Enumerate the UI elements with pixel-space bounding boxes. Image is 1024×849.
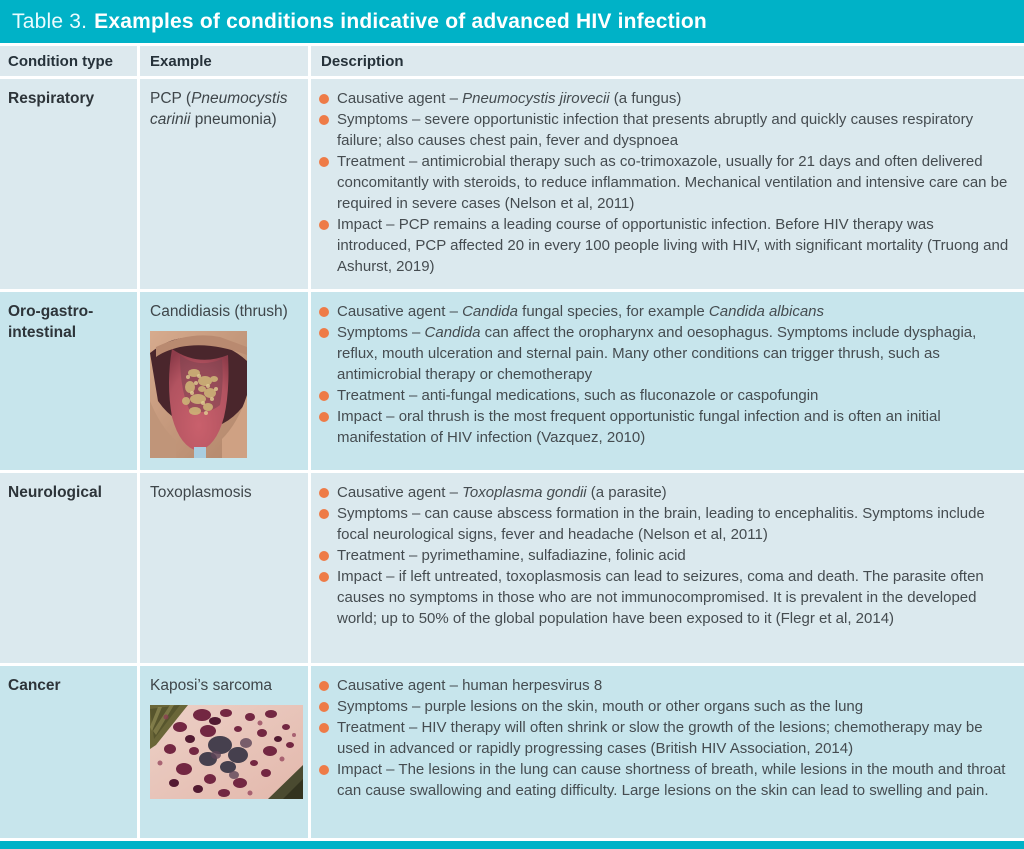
bullet-text: Symptoms – can cause abscess formation in the brain, leading to encephalitis. Symptoms include focal neurological signs, fever and headache (Nelson et al, 2011) xyxy=(337,504,985,543)
description-bullet xyxy=(319,482,1010,503)
bullet-icon xyxy=(319,551,329,561)
bullet-text: Causative agent – Toxoplasma gondii (a parasite) xyxy=(337,483,667,501)
table-row xyxy=(0,473,1024,663)
bullet-text: Symptoms – Candida can affect the oropharynx and oesophagus. Symptoms include dysphagia, reflux, mouth ulceration and sternal pain. Many other conditions can trigger thrush, such as antimicrobial therapy or chemotherapy xyxy=(337,324,977,383)
example-cell: Kaposi’s sarcoma xyxy=(140,666,308,838)
bullet-text: Impact – oral thrush is the most frequent opportunistic fungal infection and is often an initial manifestation of HIV infection (Vazquez, 2010) xyxy=(337,408,941,446)
bullet-list xyxy=(319,88,1010,277)
description-bullet xyxy=(319,109,1010,151)
bullet-text: Impact – if left untreated, toxoplasmosis can lead to seizures, coma and death. The parasite often causes no symptoms in those who are not immunocompromised. It is prevalent in the developed world; up to 50% of the global population have been exposed to it (Flegr et al, 2014) xyxy=(337,567,984,627)
bullet-text: Treatment – antimicrobial therapy such as co-trimoxazole, usually for 21 days and often delivered concomitantly with steroids, to reduce inflammation. Mechanical ventilation and intensive care can be required in severe cases (Nelson et al, 2011) xyxy=(337,153,1008,212)
bullet-text: Symptoms – purple lesions on the skin, mouth or other organs such as the lung xyxy=(337,697,864,715)
column-header-description: Description xyxy=(311,46,1024,76)
bullet-icon xyxy=(319,94,329,104)
bullet-icon xyxy=(319,115,329,125)
oral-candidiasis-photo xyxy=(150,331,300,458)
description-bullet xyxy=(319,385,1010,406)
description-bullet xyxy=(319,301,1010,322)
table-number-label: Table 3. xyxy=(12,9,88,33)
example-cell: Toxoplasmosis xyxy=(140,473,308,663)
bullet-icon xyxy=(319,157,329,167)
description-cell xyxy=(311,292,1024,470)
column-header-condition-type: Condition type xyxy=(0,46,137,76)
bullet-icon xyxy=(319,572,329,582)
bullet-text: Treatment – HIV therapy will often shrink or slow the growth of the lesions; chemotherapy may be used in advanced or rapidly progressing cases (British HIV Association, 2014) xyxy=(337,718,983,757)
description-cell xyxy=(311,79,1024,289)
bullet-text: Symptoms – severe opportunistic infection that presents abruptly and quickly causes respiratory failure; also causes chest pain, fever and dyspnoea xyxy=(337,111,974,149)
condition-cell: Respiratory xyxy=(0,79,137,289)
bullet-list xyxy=(319,675,1010,801)
example-cell: PCP (Pneumocystis carinii pneumonia) xyxy=(140,79,308,289)
description-cell xyxy=(311,473,1024,663)
bullet-text: Causative agent – Pneumocystis jirovecii (a fungus) xyxy=(337,90,682,107)
bullet-icon xyxy=(319,328,329,338)
table-bottom-rule xyxy=(0,841,1024,849)
column-header-example: Example xyxy=(140,46,308,76)
bullet-text: Causative agent – Candida fungal species, for example Candida albicans xyxy=(337,303,824,320)
bullet-icon xyxy=(319,681,329,691)
condition-cell: Oro-gastro-intestinal xyxy=(0,292,137,470)
description-bullet xyxy=(319,214,1010,277)
description-bullet xyxy=(319,717,1010,759)
description-bullet xyxy=(319,406,1010,448)
table-body xyxy=(0,76,1024,838)
description-bullet xyxy=(319,675,1010,696)
table-row xyxy=(0,666,1024,838)
table-header-row xyxy=(0,46,1024,76)
description-bullet xyxy=(319,88,1010,109)
bullet-list xyxy=(319,301,1010,448)
bullet-icon xyxy=(319,307,329,317)
condition-cell: Cancer xyxy=(0,666,137,838)
description-cell xyxy=(311,666,1024,838)
bullet-icon xyxy=(319,488,329,498)
bullet-text: Causative agent – human herpesvirus 8 xyxy=(337,676,603,694)
description-bullet xyxy=(319,696,1010,717)
condition-cell: Neurological xyxy=(0,473,137,663)
kaposi-sarcoma-photo xyxy=(150,705,300,799)
bullet-icon xyxy=(319,220,329,230)
table-title: Examples of conditions indicative of advanced HIV infection xyxy=(94,9,707,33)
bullet-list xyxy=(319,482,1010,629)
bullet-text: Treatment – anti-fungal medications, such as fluconazole or caspofungin xyxy=(337,387,819,404)
description-bullet xyxy=(319,503,1010,545)
description-bullet xyxy=(319,759,1010,801)
bullet-icon xyxy=(319,765,329,775)
bullet-icon xyxy=(319,412,329,422)
bullet-icon xyxy=(319,702,329,712)
bullet-text: Impact – The lesions in the lung can cause shortness of breath, while lesions in the mouth and throat can cause swallowing and eating difficulty. Large lesions on the skin can lead to swelling and pain. xyxy=(337,760,1006,799)
bullet-text: Impact – PCP remains a leading course of opportunistic infection. Before HIV therapy was introduced, PCP affected 20 in every 100 people living with HIV, with significant mortality (Truong and Ashurst, 2019) xyxy=(337,216,1009,275)
bullet-icon xyxy=(319,723,329,733)
table-row xyxy=(0,292,1024,470)
table-row xyxy=(0,79,1024,289)
bullet-icon xyxy=(319,509,329,519)
description-bullet xyxy=(319,545,1010,566)
description-bullet xyxy=(319,151,1010,214)
example-cell: Candidiasis (thrush) xyxy=(140,292,308,470)
bullet-text: Treatment – pyrimethamine, sulfadiazine, folinic acid xyxy=(337,546,686,564)
description-bullet xyxy=(319,322,1010,385)
description-bullet xyxy=(319,566,1010,629)
table-title-bar xyxy=(0,0,1024,43)
bullet-icon xyxy=(319,391,329,401)
